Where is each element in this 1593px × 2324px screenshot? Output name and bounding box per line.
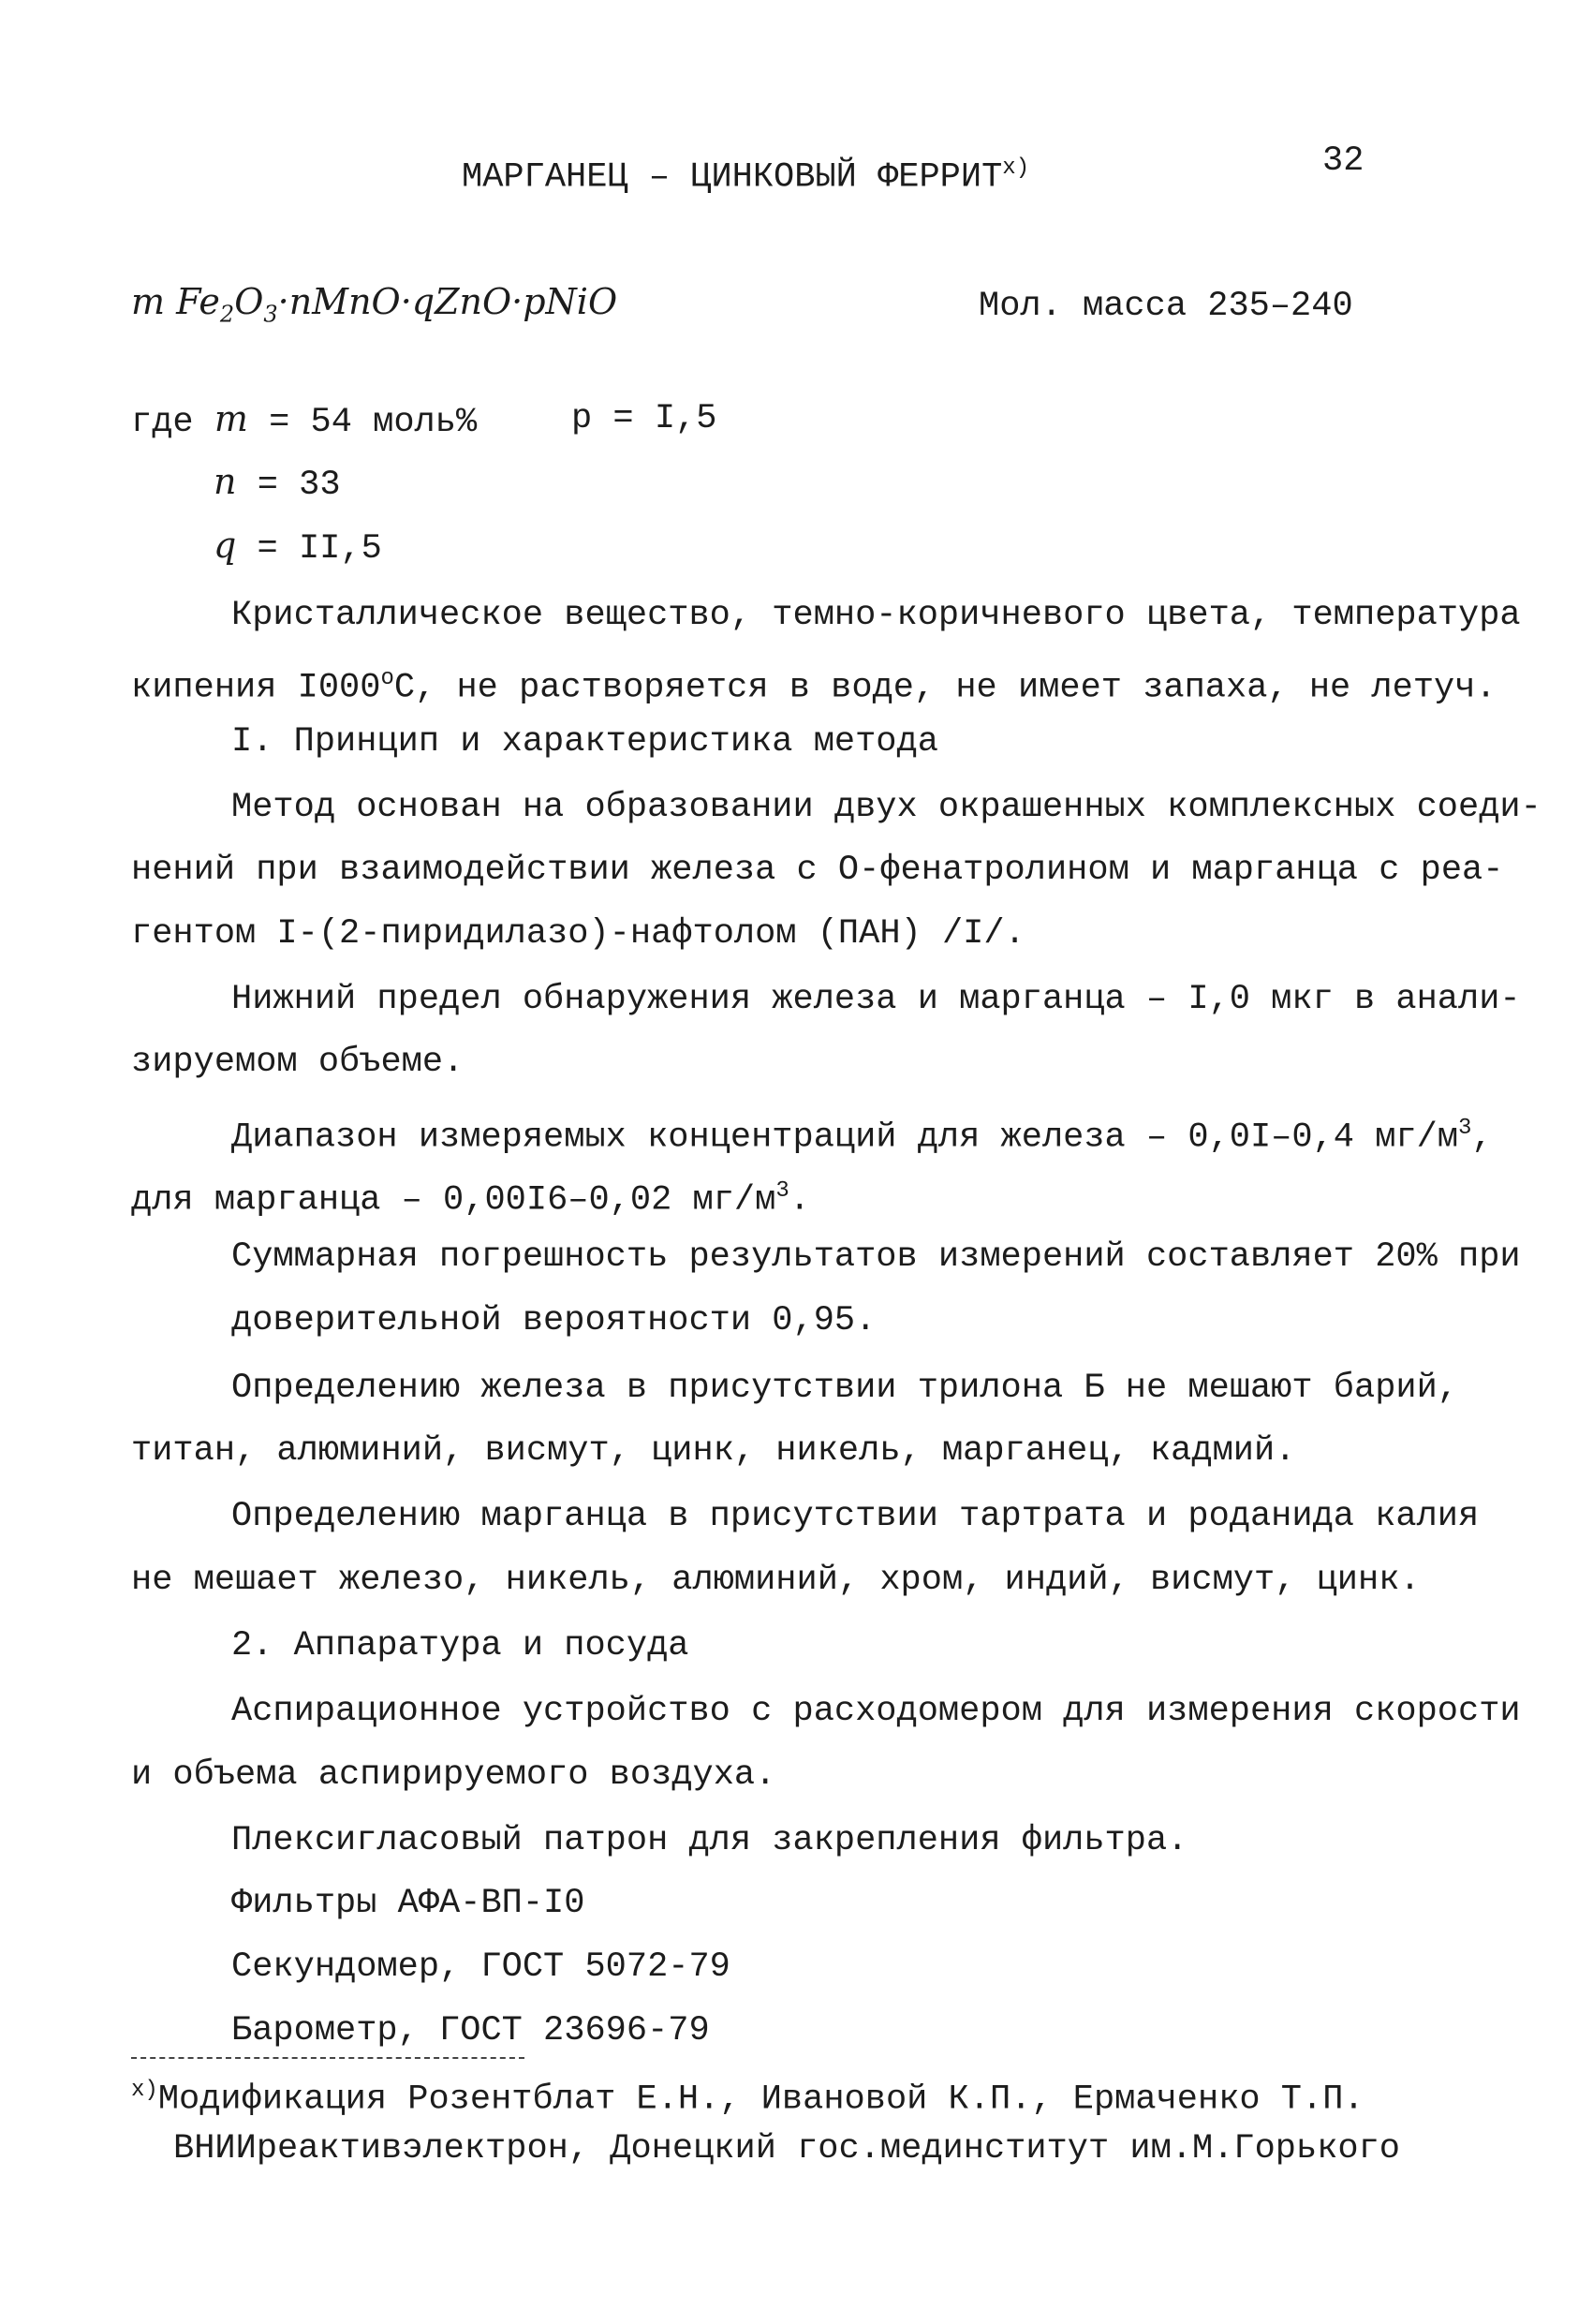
equipment-item: Барометр, ГОСТ 23696-79 xyxy=(231,2011,710,2050)
paragraph-line: гентом I-(2-пиридилазо)-нафтолом (ПАН) /I/. xyxy=(131,914,1025,954)
paragraph-line: зируемом объеме. xyxy=(131,1043,465,1082)
equipment-item: Плексигласовый патрон для закрепления фильтра. xyxy=(231,1821,1188,1860)
molar-mass: Мол. масса 235–240 xyxy=(979,287,1353,326)
equipment-item: Фильтры АФА-ВП-I0 xyxy=(231,1884,585,1923)
paragraph-line: не мешает железо, никель, алюминий, хром, индий, висмут, цинк. xyxy=(131,1561,1421,1600)
paragraph-line: кипения $I000^оС$, не растворяется в воде, не имеет запаха, не летуч. xyxy=(131,666,1497,708)
where-m: где m = 54 моль% xyxy=(131,398,478,442)
footnote-line: $^{x)}$Модификация Розентблат Е.Н., Ивановой К.П., Ермаченко Т.П. xyxy=(131,2078,1364,2120)
title-text: МАРГАНЕЦ – ЦИНКОВЫЙ ФЕРРИТ xyxy=(462,157,1003,198)
where-q: q = II,5 xyxy=(214,525,382,569)
footnote-rule xyxy=(131,2057,524,2059)
equipment-item: Секундомер, ГОСТ 5072-79 xyxy=(231,1947,730,1987)
paragraph-line: титан, алюминий, висмут, цинк, никель, марганец, кадмий. xyxy=(131,1431,1296,1471)
footnote-line: ВНИИреактивэлектрон, Донецкий гос.мединститут им.М.Горького xyxy=(173,2129,1401,2169)
paragraph-line: Метод основан на образовании двух окрашенных комплексных соеди- xyxy=(231,788,1541,827)
where-p: p = I,5 xyxy=(571,399,717,438)
section-heading: 2. Аппаратура и посуда xyxy=(231,1626,689,1665)
paragraph-line: Кристаллическое вещество, темно-коричневого цвета, температура xyxy=(231,596,1521,635)
footnote-marker: x) xyxy=(131,2078,158,2103)
paragraph-line: Аспирационное устройство с расходомером для измерения скорости xyxy=(231,1692,1521,1731)
paragraph-line: Определению марганца в присутствии тартрата и роданида калия xyxy=(231,1497,1480,1536)
chemical-formula: m $Fe_2O_3\cdot nMnO\cdot qZnO\cdot pNiO$ xyxy=(131,281,618,328)
paragraph-line: Диапазон измеряемых концентраций для железа – 0,0I–0,4 $мг/м^3$, xyxy=(231,1116,1493,1158)
paragraph-line: Суммарная погрешность результатов измерений составляет 20% при xyxy=(231,1237,1521,1277)
paragraph-line: доверительной вероятности 0,95. xyxy=(231,1301,877,1340)
paragraph-line: Нижний предел обнаружения железа и марганца – I,0 мкг в анали- xyxy=(231,980,1521,1019)
paragraph-line: Определению железа в присутствии трилона Б не мешают барий, xyxy=(231,1369,1459,1408)
paragraph-line: для марганца – 0,00I6–0,02 $мг/м^3$. xyxy=(131,1178,810,1221)
section-heading: I. Принцип и характеристика метода xyxy=(231,722,938,762)
paragraph-line: и объема аспирируемого воздуха. xyxy=(131,1755,776,1795)
page-number: 32 xyxy=(1322,141,1364,181)
page-title xyxy=(462,148,1029,198)
footnote-marker: x) xyxy=(1002,155,1030,181)
where-n: n = 33 xyxy=(214,461,341,505)
paragraph-line: нений при взаимодействии железа с О-фенатролином и марганца с реа- xyxy=(131,851,1504,890)
